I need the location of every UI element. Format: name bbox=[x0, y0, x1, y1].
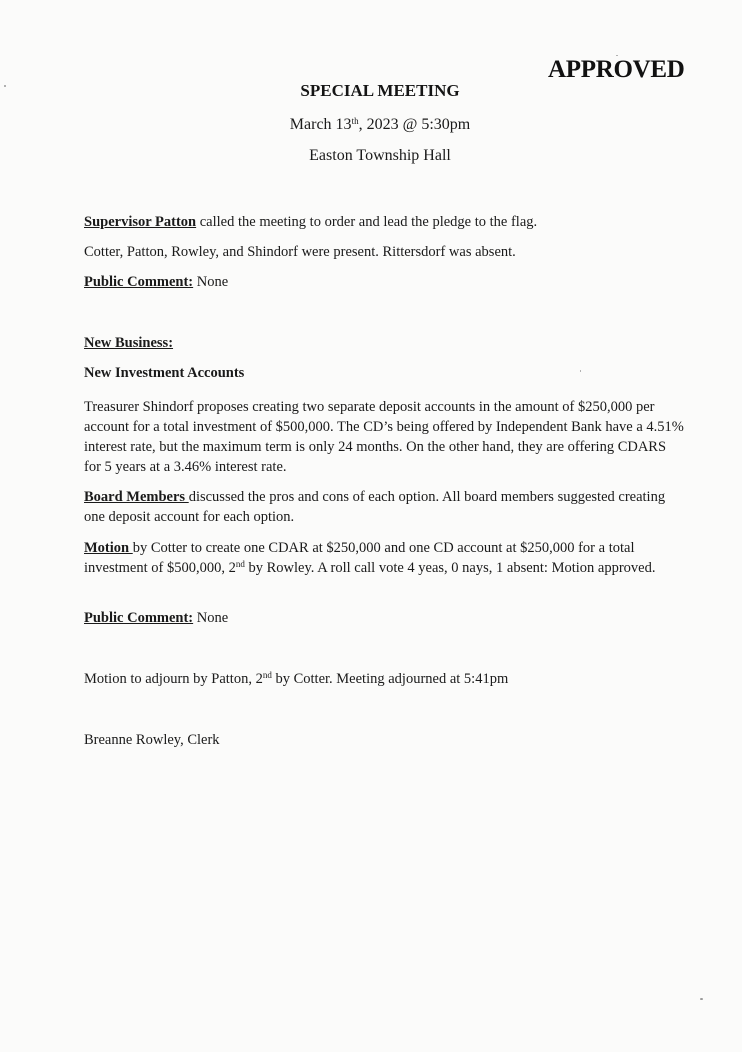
board-paragraph-text: discussed the pros and cons of each option. All board members suggested creating one deposit account for each option. bbox=[84, 489, 666, 525]
clerk-signature: Breanne Rowley, Clerk bbox=[84, 732, 220, 748]
meeting-location: Easton Township Hall bbox=[309, 147, 451, 164]
board-members-label: Board Members bbox=[84, 489, 189, 505]
meeting-date-suffix: th bbox=[351, 116, 359, 126]
new-business-heading: New Business: bbox=[84, 335, 174, 351]
public-comment-2-text: None bbox=[193, 610, 229, 626]
meeting-date bbox=[0, 116, 742, 134]
scan-speck bbox=[616, 55, 618, 56]
motion-text-start: by Cotter to create one CDAR at $250,000 and one CD account at $250,000 for a total investment of $500,000, 2 bbox=[84, 540, 635, 576]
motion-label: Motion bbox=[84, 540, 133, 556]
adjourn-text-start: Motion to adjourn by Patton, 2 bbox=[84, 671, 263, 687]
public-comment-2 bbox=[84, 608, 684, 628]
scan-speck bbox=[580, 370, 581, 372]
call-to-order-label: Supervisor Patton bbox=[84, 214, 197, 230]
board-paragraph bbox=[84, 487, 684, 527]
call-to-order bbox=[84, 212, 684, 232]
attendance: Cotter, Patton, Rowley, and Shindorf were present. Rittersdorf was absent. bbox=[84, 244, 516, 260]
public-comment-1 bbox=[84, 272, 684, 292]
meeting-date-time: , 2023 @ 5:30pm bbox=[358, 116, 471, 133]
public-comment-1-text: None bbox=[193, 274, 229, 290]
motion-suffix: nd bbox=[235, 559, 245, 569]
adjourn-statement bbox=[84, 669, 684, 689]
scan-speck bbox=[4, 85, 6, 87]
adjourn-suffix: nd bbox=[262, 670, 272, 680]
investment-heading: New Investment Accounts bbox=[84, 365, 245, 381]
public-comment-1-label: Public Comment: bbox=[84, 274, 194, 290]
motion-paragraph bbox=[84, 538, 684, 578]
adjourn-text-end: by Cotter. Meeting adjourned at 5:41pm bbox=[271, 671, 509, 687]
approved-stamp: APPROVED bbox=[548, 56, 685, 83]
document-title: SPECIAL MEETING bbox=[300, 81, 460, 100]
treasurer-paragraph: Treasurer Shindorf proposes creating two separate deposit accounts in the amount of $250,000 per account for a total investment of $500,000. The CD’s being offered by Independent Bank have a 4.51% interest rate, but the maximum term is only 24 months. On the other hand, they are offering CDARS for 5 years at a 3.46% interest rate. bbox=[84, 399, 684, 475]
public-comment-2-label: Public Comment: bbox=[84, 610, 194, 626]
scan-speck bbox=[700, 998, 703, 1000]
meeting-date-main: March 13 bbox=[289, 116, 352, 133]
motion-text-end: by Rowley. A roll call vote 4 yeas, 0 nays, 1 absent: Motion approved. bbox=[244, 560, 656, 576]
call-to-order-text: called the meeting to order and lead the pledge to the flag. bbox=[196, 214, 538, 230]
